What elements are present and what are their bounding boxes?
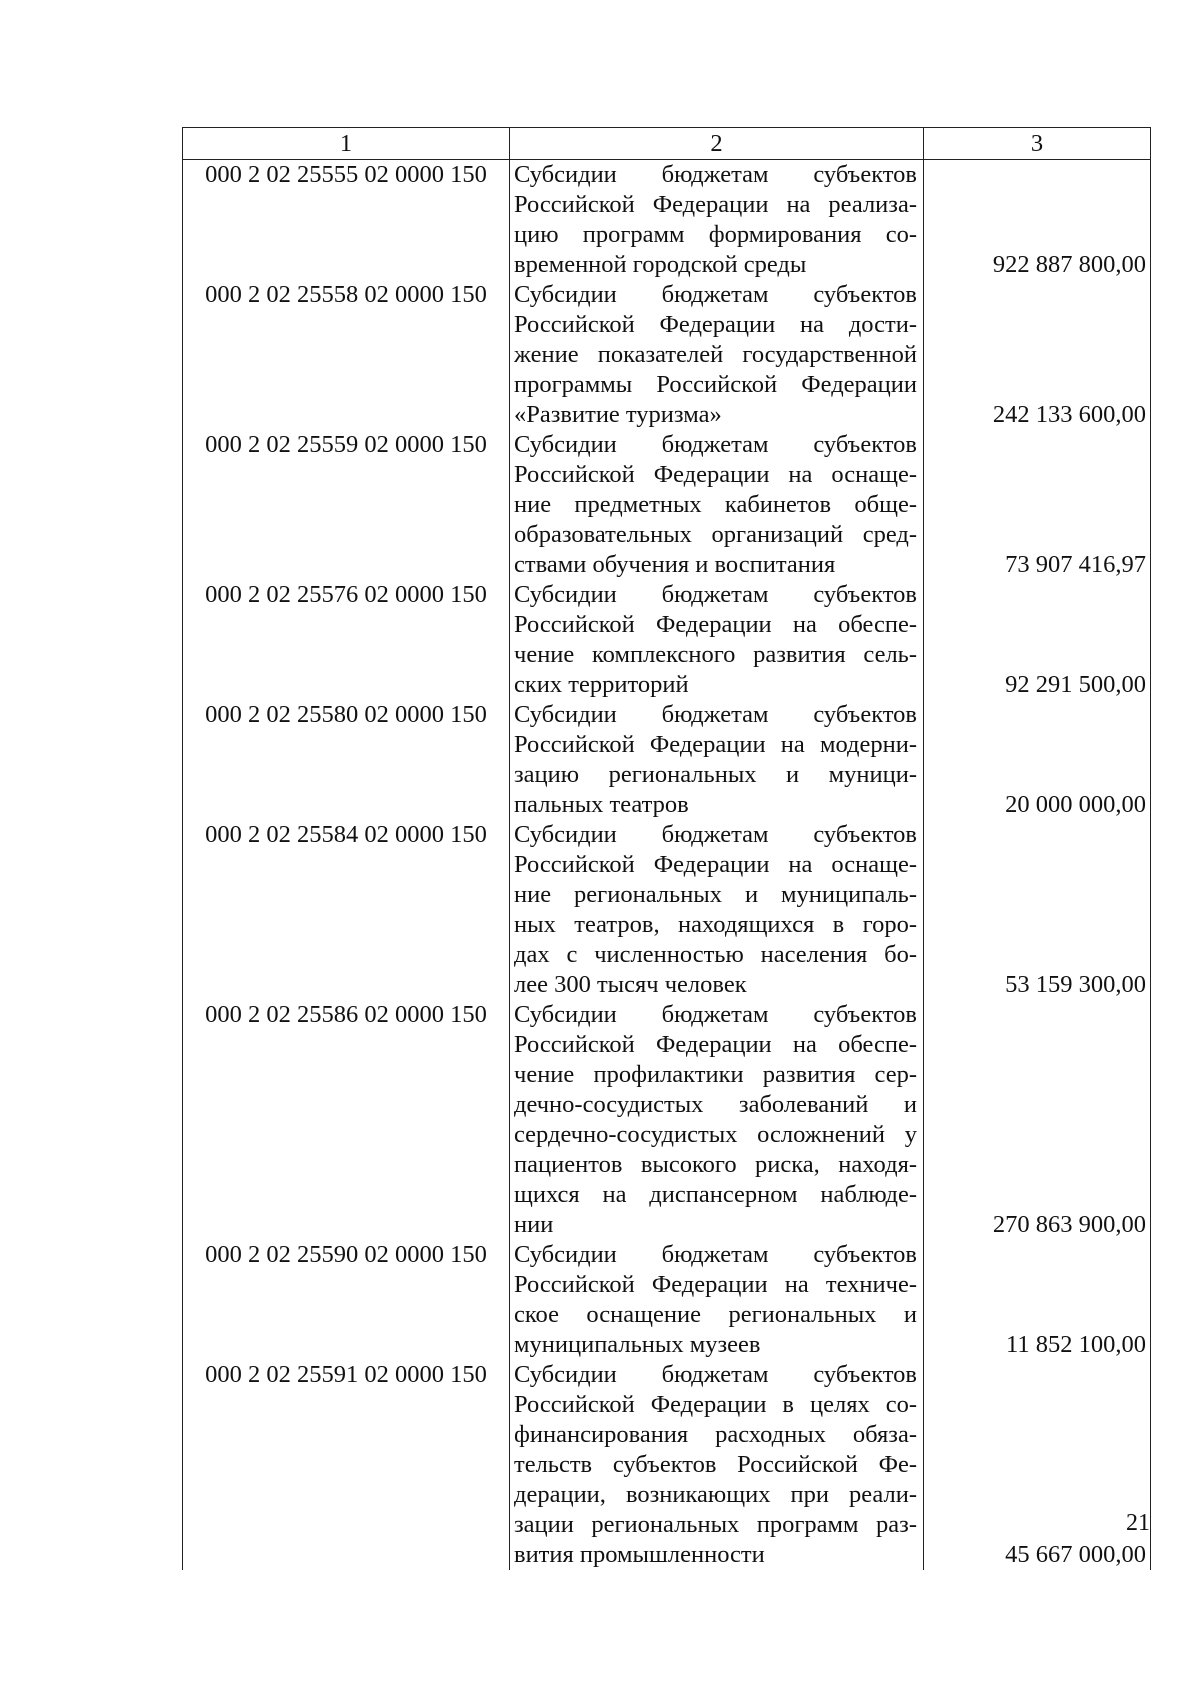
description-line: цию программ формирования со- — [514, 221, 917, 248]
description-line: Российской Федерации на дости- — [514, 311, 917, 338]
description — [510, 430, 924, 580]
description-line: Субсидии бюджетам субъектов — [514, 701, 917, 728]
description-line: Российской Федерации в целях со- — [514, 1391, 917, 1418]
description-line: нии — [514, 1211, 554, 1238]
description-line: ствами обучения и воспитания — [514, 551, 836, 578]
budget-code: 000 2 02 25576 02 0000 150 — [183, 580, 510, 700]
description-line: ных театров, находящихся в горо- — [514, 911, 917, 938]
description-line: тельств субъектов Российской Фе- — [514, 1451, 917, 1478]
description-line: дах с численностью населения бо- — [514, 941, 917, 968]
budget-table — [182, 127, 1151, 1570]
page-number: 21 — [1126, 1510, 1150, 1536]
description-line: зацию региональных и муници- — [514, 761, 917, 788]
description-line: чение профилактики развития сер- — [514, 1061, 917, 1088]
header-col-2: 2 — [510, 128, 924, 160]
description-line: финансирования расходных обяза- — [514, 1421, 917, 1448]
amount: 922 887 800,00 — [924, 160, 1151, 281]
header-col-3: 3 — [924, 128, 1151, 160]
table-row — [183, 700, 1151, 820]
description-line: муниципальных музеев — [514, 1331, 761, 1358]
table-body — [183, 160, 1151, 1571]
budget-code: 000 2 02 25590 02 0000 150 — [183, 1240, 510, 1360]
amount: 270 863 900,00 — [924, 1000, 1151, 1240]
description — [510, 280, 924, 430]
description-line: щихся на диспансерном наблюде- — [514, 1181, 917, 1208]
budget-code: 000 2 02 25584 02 0000 150 — [183, 820, 510, 1000]
description-line: Российской Федерации на обеспе- — [514, 1031, 917, 1058]
description-line: программы Российской Федерации — [514, 371, 917, 398]
description-line: Субсидии бюджетам субъектов — [514, 1241, 917, 1268]
description-line: «Развитие туризма» — [514, 401, 722, 428]
description-line: Российской Федерации на техниче- — [514, 1271, 917, 1298]
amount: 73 907 416,97 — [924, 430, 1151, 580]
amount: 92 291 500,00 — [924, 580, 1151, 700]
budget-code: 000 2 02 25591 02 0000 150 — [183, 1360, 510, 1570]
description — [510, 700, 924, 820]
description-line: Субсидии бюджетам субъектов — [514, 1361, 917, 1388]
description — [510, 160, 924, 281]
description — [510, 1000, 924, 1240]
description-line: Субсидии бюджетам субъектов — [514, 1001, 917, 1028]
description-line: пальных театров — [514, 791, 689, 818]
table-row — [183, 430, 1151, 580]
budget-code: 000 2 02 25555 02 0000 150 — [183, 160, 510, 281]
description-line: вития промышленности — [514, 1541, 765, 1568]
amount: 53 159 300,00 — [924, 820, 1151, 1000]
table-row — [183, 1360, 1151, 1570]
description-line: лее 300 тысяч человек — [514, 971, 747, 998]
description-line: дечно-сосудистых заболеваний и — [514, 1091, 917, 1118]
description-line: сердечно-сосудистых осложнений у — [514, 1121, 917, 1148]
description-line: ние региональных и муниципаль- — [514, 881, 917, 908]
table-row — [183, 280, 1151, 430]
description-line: Субсидии бюджетам субъектов — [514, 281, 917, 308]
description-line: временной городской среды — [514, 251, 807, 278]
table-row — [183, 580, 1151, 700]
header-row — [183, 128, 1151, 160]
description-line: Российской Федерации на реализа- — [514, 191, 917, 218]
description-line: Субсидии бюджетам субъектов — [514, 821, 917, 848]
description-line: дерации, возникающих при реали- — [514, 1481, 917, 1508]
description-line: ское оснащение региональных и — [514, 1301, 917, 1328]
amount: 242 133 600,00 — [924, 280, 1151, 430]
description-line: чение комплексного развития сель- — [514, 641, 917, 668]
description — [510, 820, 924, 1000]
description-line: ских территорий — [514, 671, 689, 698]
description-line: ние предметных кабинетов обще- — [514, 491, 917, 518]
description — [510, 1360, 924, 1570]
table-row — [183, 160, 1151, 281]
description-line: образовательных организаций сред- — [514, 521, 917, 548]
description-line: Субсидии бюджетам субъектов — [514, 431, 917, 458]
description-line: зации региональных программ раз- — [514, 1511, 917, 1538]
description-line: Российской Федерации на оснаще- — [514, 851, 917, 878]
description-line: жение показателей государственной — [514, 341, 917, 368]
table-row — [183, 1000, 1151, 1240]
description-line: Субсидии бюджетам субъектов — [514, 581, 917, 608]
description — [510, 1240, 924, 1360]
header-col-1: 1 — [183, 128, 510, 160]
budget-code: 000 2 02 25586 02 0000 150 — [183, 1000, 510, 1240]
budget-code: 000 2 02 25559 02 0000 150 — [183, 430, 510, 580]
description-line: Российской Федерации на оснаще- — [514, 461, 917, 488]
amount: 20 000 000,00 — [924, 700, 1151, 820]
description-line: Субсидии бюджетам субъектов — [514, 161, 917, 188]
description-line: Российской Федерации на модерни- — [514, 731, 917, 758]
amount: 45 667 000,00 — [924, 1360, 1151, 1570]
table-row — [183, 820, 1151, 1000]
description-line: Российской Федерации на обеспе- — [514, 611, 917, 638]
amount: 11 852 100,00 — [924, 1240, 1151, 1360]
table-row — [183, 1240, 1151, 1360]
budget-code: 000 2 02 25580 02 0000 150 — [183, 700, 510, 820]
description-line: пациентов высокого риска, находя- — [514, 1151, 917, 1178]
budget-code: 000 2 02 25558 02 0000 150 — [183, 280, 510, 430]
description — [510, 580, 924, 700]
